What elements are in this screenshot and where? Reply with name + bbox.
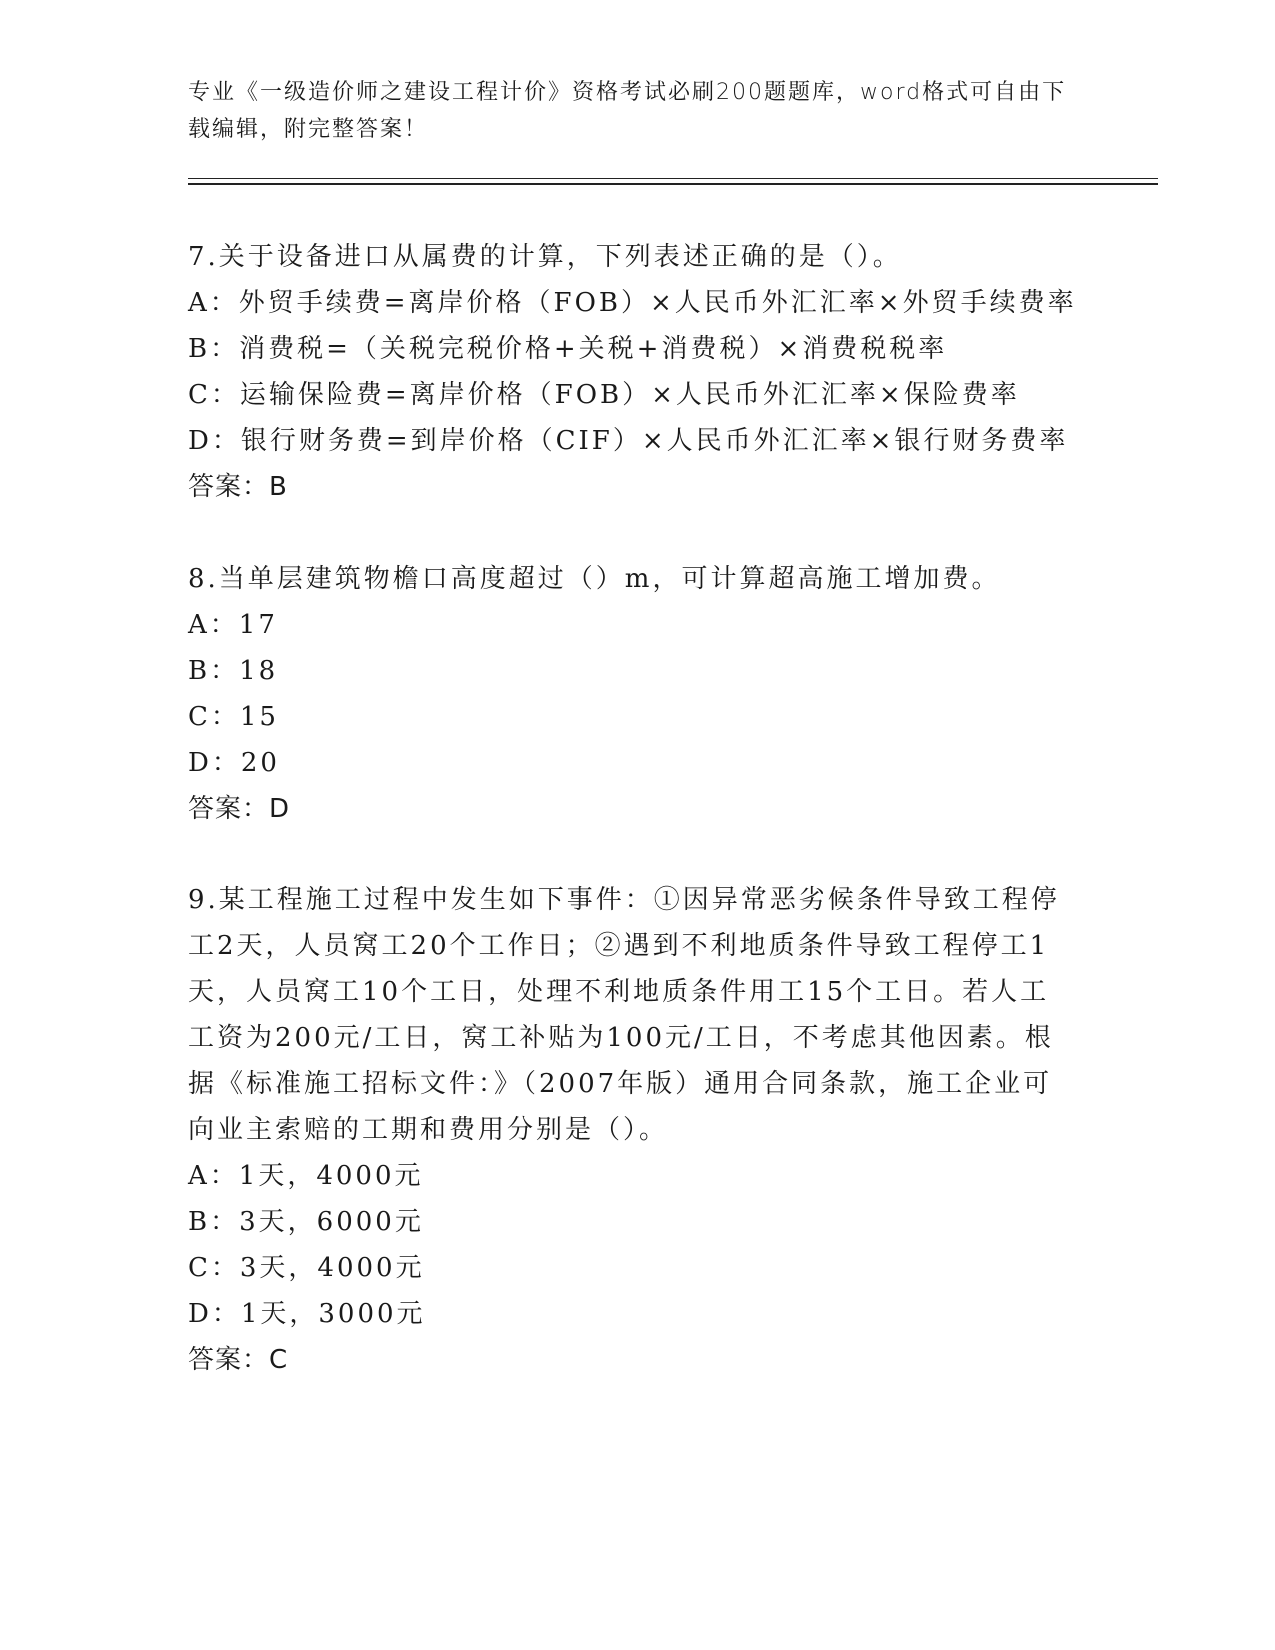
question-stem: 7.关于设备进口从属费的计算，下列表述正确的是（）。 xyxy=(188,242,902,272)
option-c: C：15 xyxy=(188,702,279,732)
option-a: A：外贸手续费=离岸价格（FOB）×人民币外汇汇率×外贸手续费率 xyxy=(188,288,1077,318)
answer: 答案：D xyxy=(188,794,291,824)
question-stem: 9.某工程施工过程中发生如下事件：①因异常恶劣候条件导致工程停工2天，人员窝工20个工作日；②遇到不利地质条件导致工程停工1天，人员窝工10个工日，处理不利地质条件用工15个工日。若人工工资为200元/工日，窝工补贴为100元/工日，不考虑其他因素。根据《标准施工招标文件：》（2007年版）通用合同条款，施工企业可向业主索赔的工期和费用分别是（）。 xyxy=(188,885,1060,1145)
question-stem: 8.当单层建筑物檐口高度超过（）m，可计算超高施工增加费。 xyxy=(188,564,1001,594)
option-a: A：17 xyxy=(188,610,278,640)
header-rule-thin xyxy=(188,178,1158,179)
header-rule-thick xyxy=(188,183,1158,185)
option-c: C：3天，4000元 xyxy=(188,1253,425,1283)
option-d: D：银行财务费=到岸价格（CIF）×人民币外汇汇率×银行财务费率 xyxy=(188,426,1069,456)
answer: 答案：C xyxy=(188,1345,289,1375)
question-9 xyxy=(188,877,1068,1383)
answer: 答案：B xyxy=(188,472,288,502)
option-d: D：20 xyxy=(188,748,280,778)
question-8 xyxy=(188,556,1068,832)
question-7 xyxy=(188,234,1077,510)
option-c: C：运输保险费=离岸价格（FOB）×人民币外汇汇率×保险费率 xyxy=(188,380,1020,410)
option-b: B：18 xyxy=(188,656,279,686)
option-b: B：3天，6000元 xyxy=(188,1207,424,1237)
option-b: B：消费税=（关税完税价格+关税+消费税）×消费税税率 xyxy=(188,334,948,364)
option-a: A：1天，4000元 xyxy=(188,1161,424,1191)
document-header: 专业《一级造价师之建设工程计价》资格考试必刷200题题库，word格式可自由下载编辑，附完整答案！ xyxy=(188,80,1067,142)
option-d: D：1天，3000元 xyxy=(188,1299,426,1329)
